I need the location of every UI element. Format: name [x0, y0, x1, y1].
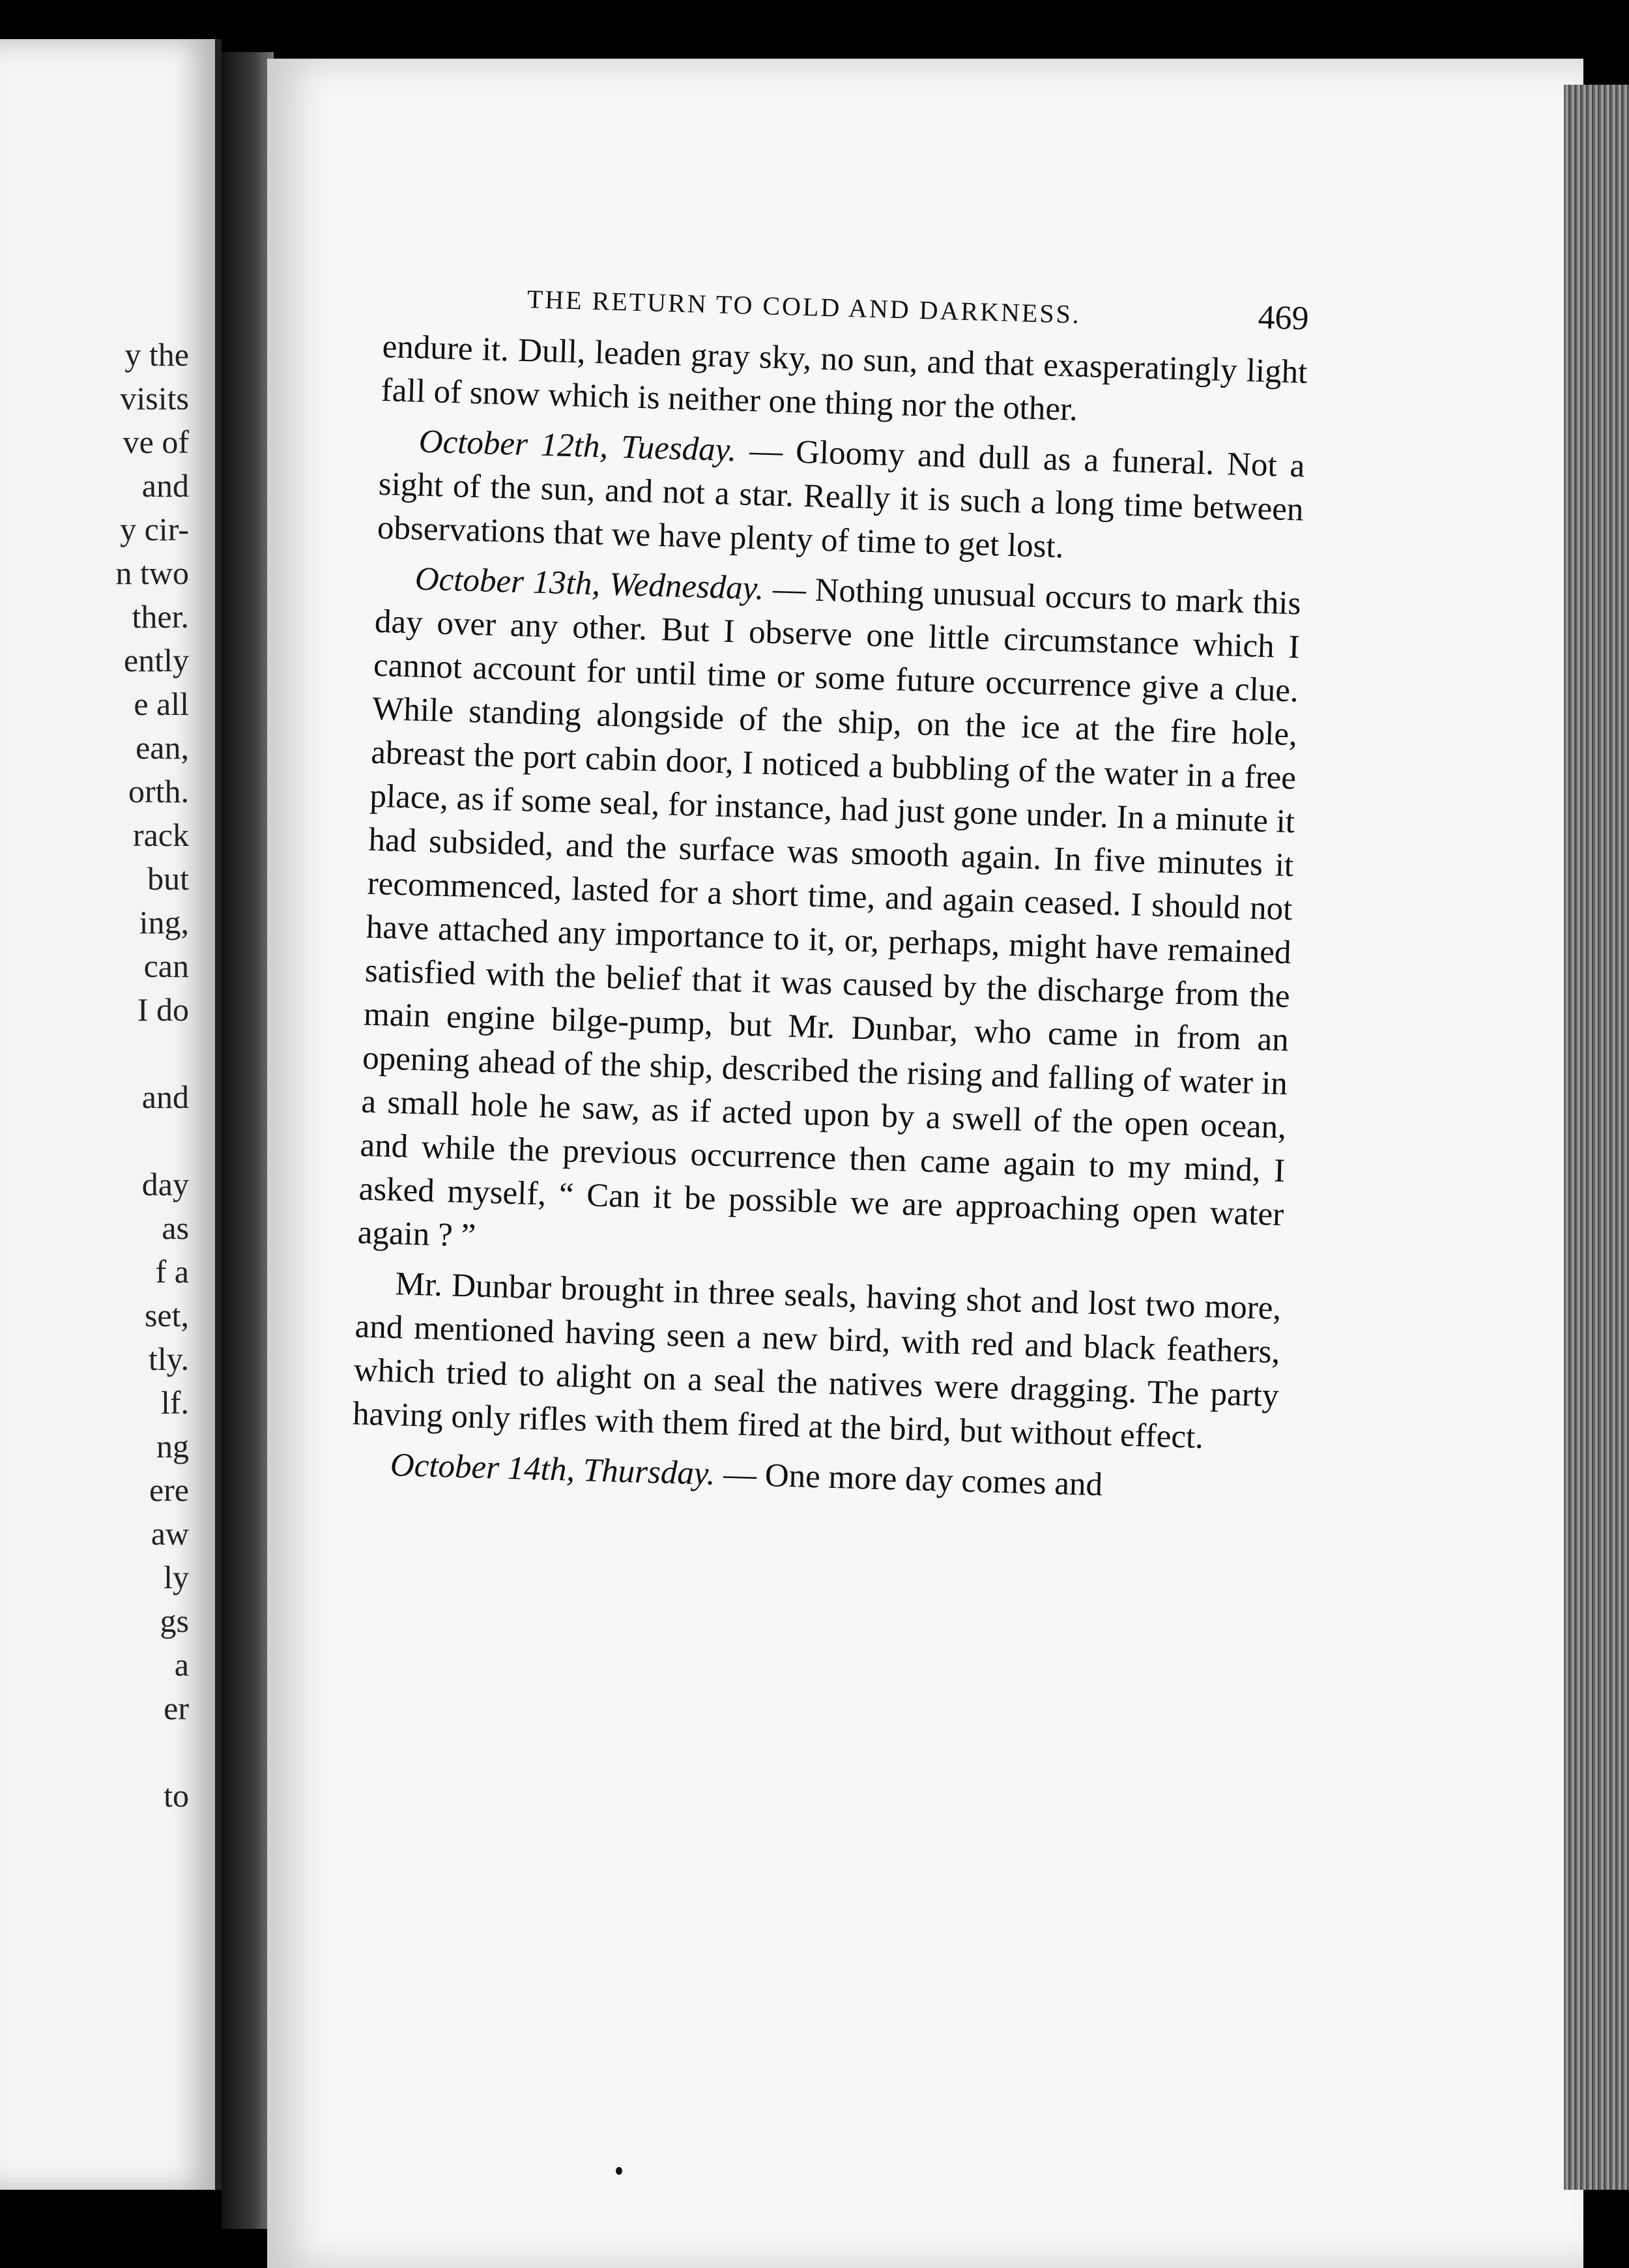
left-page-fragment: day — [141, 1166, 189, 1202]
paragraph-text: endure it. Dull, leaden gray sky, no sun, and that exasperatingly light fall of snow which is neither one thing nor the other. — [381, 328, 1308, 428]
book-gutter — [222, 52, 274, 2229]
paragraph-text: — One more day comes and — [714, 1455, 1103, 1504]
paragraph-text: — Nothing unusual occurs to mark this day over any other. But I observe one little circumstance which I cannot account for until time or some future occurrence give a clue. While standing alongside of the ship, on the ice at the fire hole, abreast the port cabin door, I noticed a bubbling of the water in a free place, as if some seal, for instance, had just gone under. In a minute it had subsided, and the surface was smooth again. In five minutes it recommenced, lasted for a short time, and again ceased. I should not have attached any importance to it, or, perhaps, might have remained satisfied with the belief that it was caused by the discharge from the main engine bilge-pump, but Mr. Dunbar, who came in from an opening ahead of the ship, described the rising and falling of water in a small hole he saw, as if acted upon by a swell of the open ocean, and while the previous occurrence then came again to my mind, I asked myself, “ Can it be possible we are approaching open water again ? ” — [357, 570, 1302, 1255]
left-page-fragment: gs — [160, 1603, 189, 1639]
left-page-fragment: ently — [124, 642, 189, 678]
page-number: 469 — [1257, 298, 1310, 338]
left-page-fragment: ing, — [139, 904, 189, 940]
left-page-fragment: and — [141, 467, 189, 504]
left-page-fragment: n two — [115, 555, 189, 591]
paragraph — [381, 325, 1308, 439]
left-page-fragment: tly. — [148, 1341, 189, 1377]
page-edges — [1564, 85, 1629, 2190]
running-head-title: THE RETURN TO COLD AND DARKNESS. — [526, 284, 1082, 329]
left-page-fragment: to — [164, 1777, 189, 1814]
left-page-fragment: ly — [164, 1559, 189, 1595]
left-page-fragment: can — [143, 948, 189, 984]
paragraph-text: Mr. Dunbar brought in three seals, having shot and lost two more, and mentioned having seen a new bird, with red and black feathers, which tried to alight on a seal the natives were dragging. The party having only rifles with them fired at the bird, but without effect. — [352, 1266, 1282, 1456]
paragraph — [357, 557, 1301, 1281]
paragraph — [377, 419, 1305, 576]
entry-date: October 13th, Wednesday. — [414, 560, 765, 607]
left-page-fragment: e all — [134, 686, 189, 722]
paragraph — [352, 1261, 1282, 1462]
left-page-fragment: ve of — [123, 424, 189, 460]
left-page-fragment: orth. — [128, 773, 189, 809]
paragraph-text: — Gloomy and dull as a funeral. Not a sight of the sun, and not a star. Really it is such a long time between observations that we have plenty of time to get lost. — [377, 432, 1306, 566]
left-page-fragment: a — [174, 1646, 189, 1683]
left-page-fragment: ere — [149, 1472, 189, 1508]
left-page-fragment: rack — [132, 817, 189, 853]
ink-speck — [616, 2167, 622, 2175]
left-page-fragment: I do — [137, 991, 189, 1028]
left-page-fragment: y the — [124, 336, 189, 373]
left-page-fragment: visits — [120, 380, 189, 416]
left-page-fragment: but — [147, 860, 189, 897]
left-facing-page — [0, 39, 222, 2190]
left-page-fragment: ean, — [136, 729, 189, 766]
left-page-fragment: ther. — [132, 598, 189, 635]
entry-date: October 12th, Tuesday. — [418, 423, 738, 469]
left-page-fragment: lf. — [160, 1384, 189, 1421]
left-page-fragment: aw — [151, 1515, 189, 1552]
left-page-fragment: as — [162, 1210, 189, 1246]
left-page-fragment: ng — [156, 1428, 189, 1464]
left-page-fragment: and — [141, 1079, 189, 1115]
left-page-fragment: er — [164, 1690, 189, 1726]
left-page-fragment: set, — [144, 1297, 189, 1333]
entry-date: October 14th, Thursday. — [390, 1446, 716, 1492]
left-page-fragment: f a — [155, 1253, 189, 1290]
left-page-fragment: y cir- — [120, 511, 189, 547]
page-text-block — [351, 274, 1310, 1519]
